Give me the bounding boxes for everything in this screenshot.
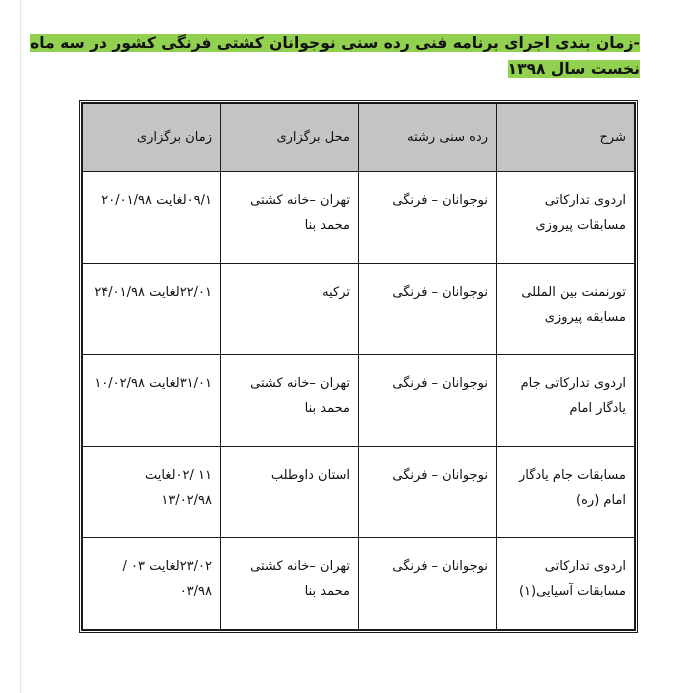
cell-description: اردوی تدارکاتی مسابقات پیروزی bbox=[497, 172, 635, 264]
table-row bbox=[83, 446, 635, 538]
header-dates: زمان برگزاری bbox=[83, 104, 221, 172]
cell-venue: ترکیه bbox=[221, 263, 359, 355]
header-description: شرح bbox=[497, 104, 635, 172]
table-row bbox=[83, 538, 635, 630]
schedule-table bbox=[82, 103, 635, 630]
cell-description: اردوی تدارکاتی مسابقات آسیایی(۱) bbox=[497, 538, 635, 630]
cell-description: اردوی تدارکاتی جام یادگار امام bbox=[497, 355, 635, 447]
header-age-group: رده سنی رشته bbox=[359, 104, 497, 172]
header-venue: محل برگزاری bbox=[221, 104, 359, 172]
cell-description: تورنمنت بین المللی مسابقه پیروزی bbox=[497, 263, 635, 355]
table-row bbox=[83, 172, 635, 264]
cell-venue: تهران –خانه کشتی محمد بنا bbox=[221, 355, 359, 447]
cell-venue: تهران –خانه کشتی محمد بنا bbox=[221, 172, 359, 264]
cell-dates: ۰۹/۱لغایت ۲۰/۰۱/۹۸ bbox=[83, 172, 221, 264]
schedule-table-frame bbox=[79, 100, 638, 633]
cell-dates: ۱۱ /۰۲لغایت ۱۳/۰۲/۹۸ bbox=[83, 446, 221, 538]
cell-age-group: نوجوانان – فرنگی bbox=[359, 538, 497, 630]
cell-age-group: نوجوانان – فرنگی bbox=[359, 355, 497, 447]
table-row bbox=[83, 355, 635, 447]
cell-venue: استان داوطلب bbox=[221, 446, 359, 538]
cell-age-group: نوجوانان – فرنگی bbox=[359, 446, 497, 538]
table-header-row bbox=[83, 104, 635, 172]
cell-dates: ۲۳/۰۲لغایت ۰۳ / ۰۳/۹۸ bbox=[83, 538, 221, 630]
document-heading bbox=[28, 30, 640, 82]
cell-description: مسابقات جام یادگار امام (ره) bbox=[497, 446, 635, 538]
heading-text: -زمان بندی اجرای برنامه فنی رده سنی نوجوانان کشتی فرنگی کشور در سه ماه نخست سال ۱۳۹۸ bbox=[30, 34, 640, 78]
page-margin-line bbox=[20, 0, 21, 693]
cell-age-group: نوجوانان – فرنگی bbox=[359, 172, 497, 264]
cell-venue: تهران –خانه کشتی محمد بنا bbox=[221, 538, 359, 630]
cell-dates: ۲۲/۰۱لغایت ۲۴/۰۱/۹۸ bbox=[83, 263, 221, 355]
cell-age-group: نوجوانان – فرنگی bbox=[359, 263, 497, 355]
table-row bbox=[83, 263, 635, 355]
cell-dates: ۳۱/۰۱لغایت ۱۰/۰۲/۹۸ bbox=[83, 355, 221, 447]
